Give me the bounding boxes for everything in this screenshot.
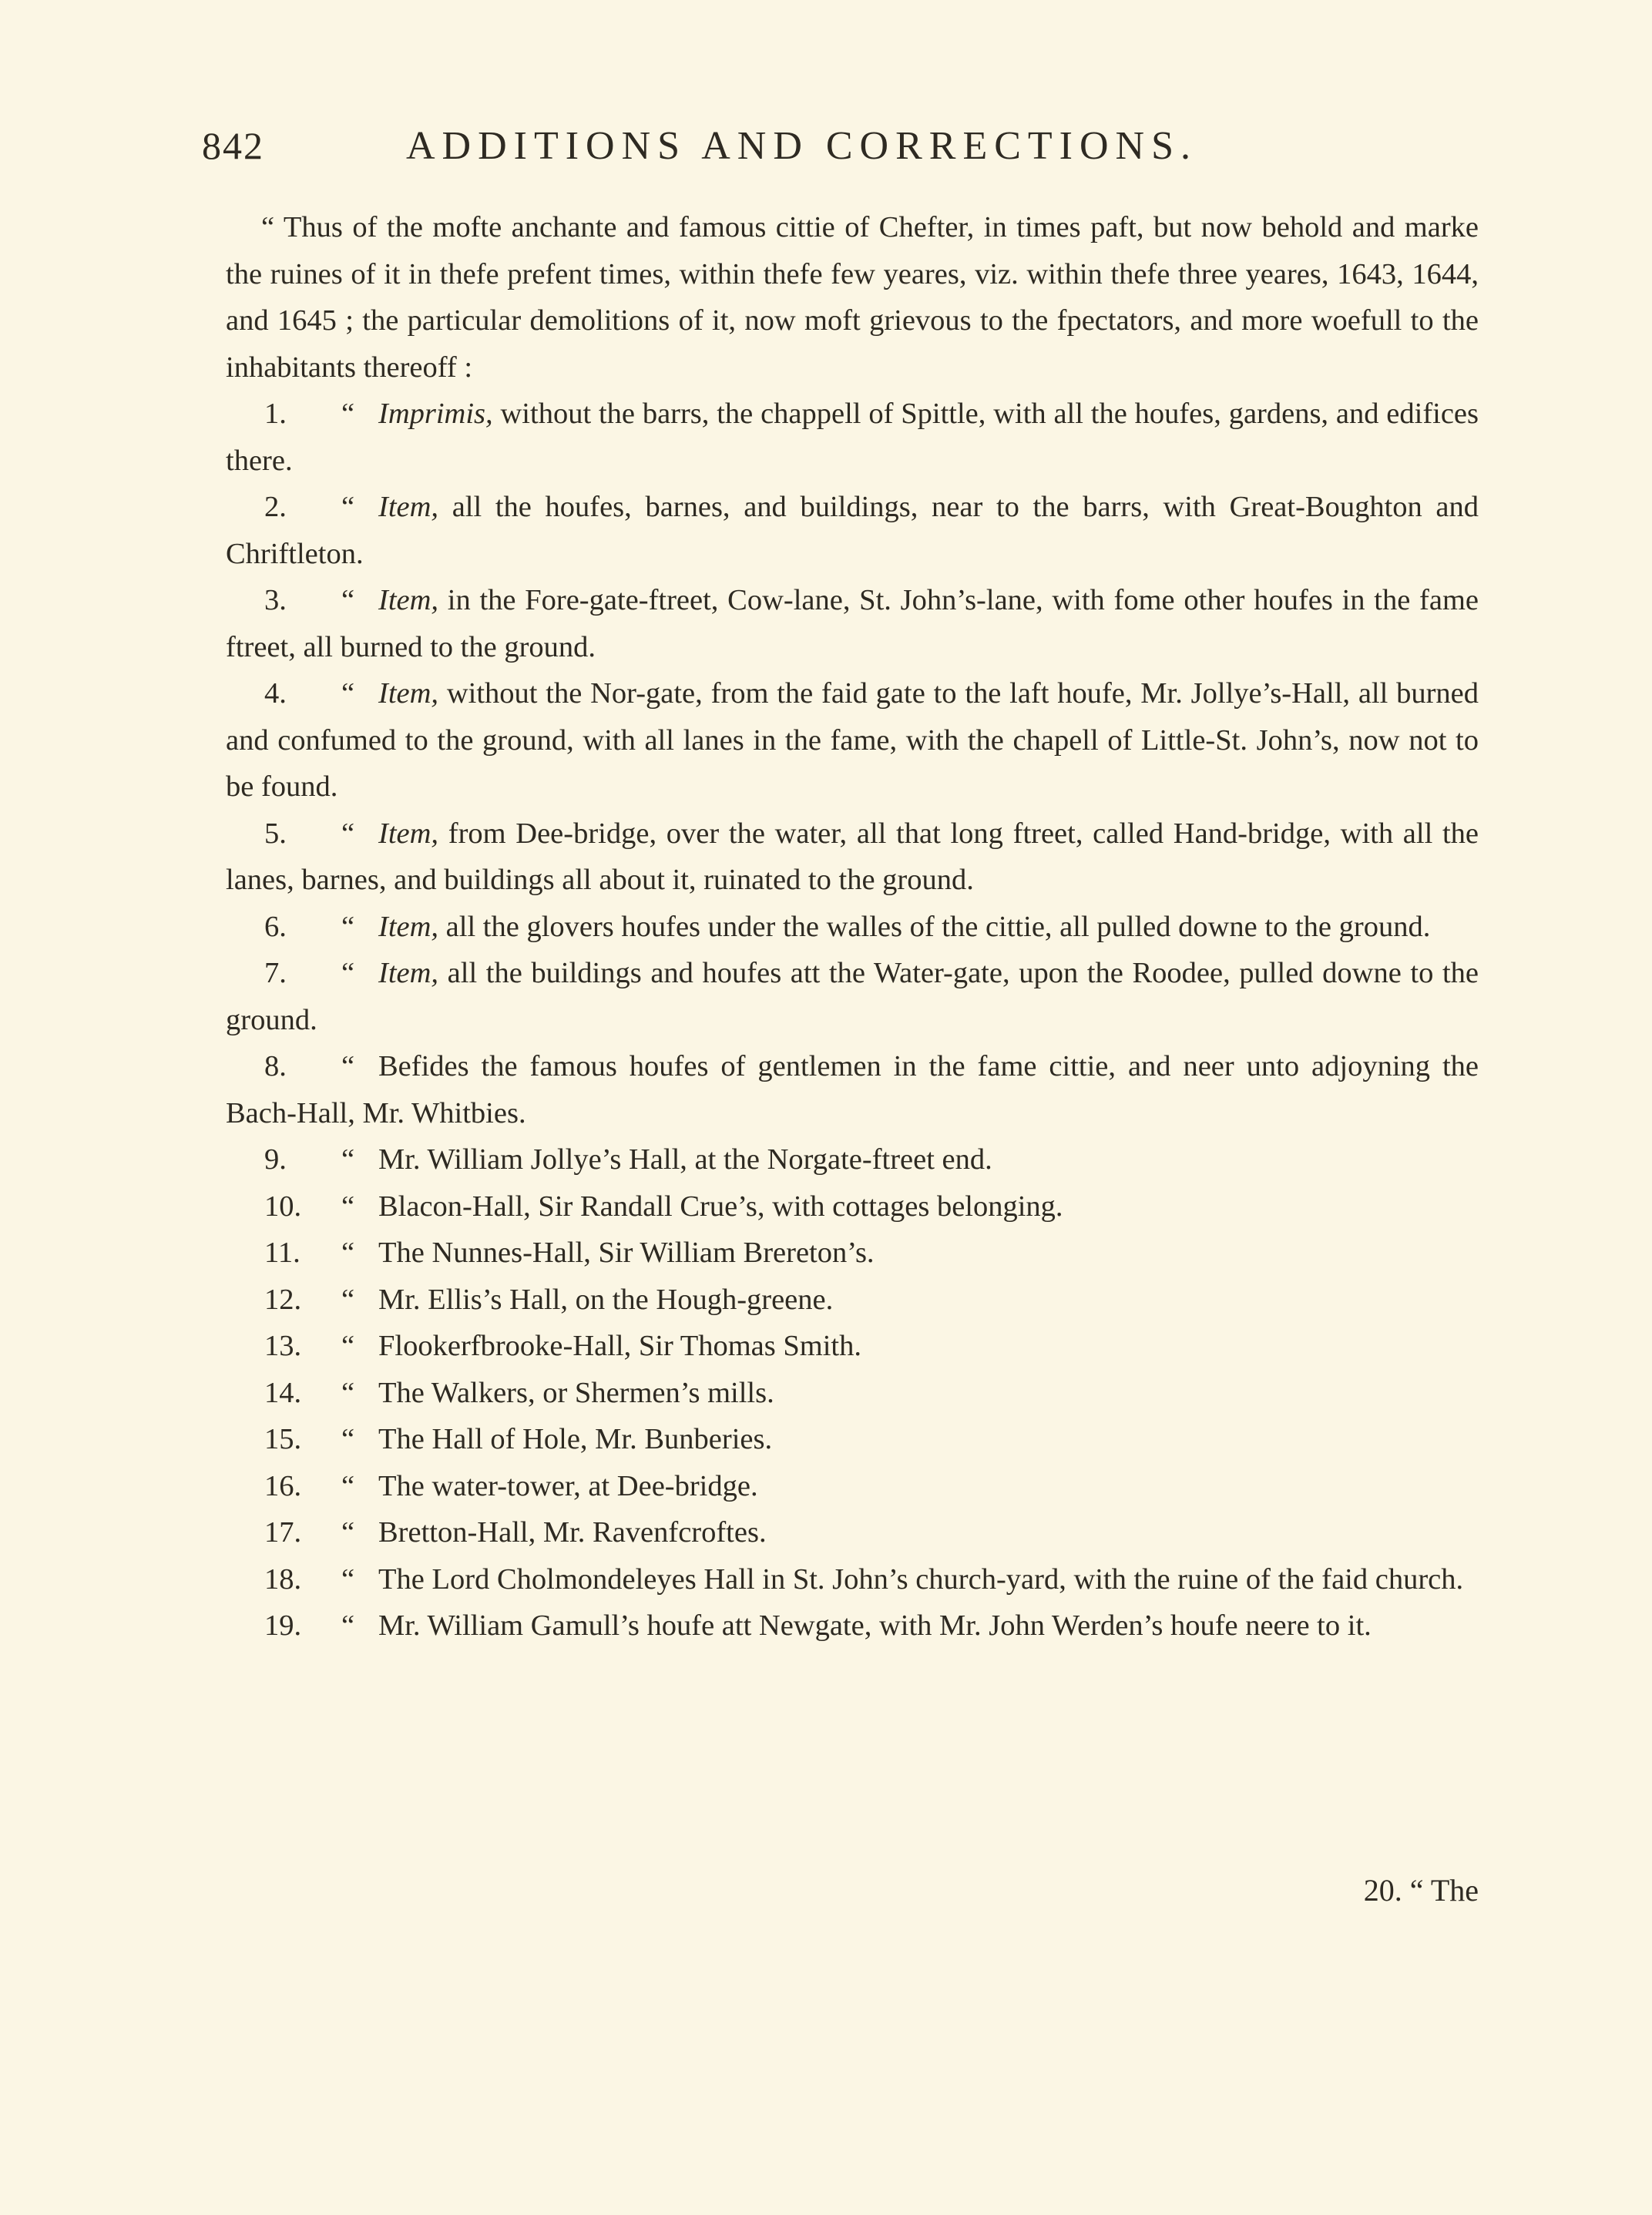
- opening-quote: “: [341, 910, 355, 943]
- item-lead: Item,: [378, 910, 439, 943]
- list-item: [226, 391, 1479, 484]
- item-lead: Item,: [378, 957, 439, 989]
- list-item: [226, 1603, 1479, 1650]
- list-item: [226, 1556, 1479, 1603]
- item-lead: Item,: [378, 584, 439, 616]
- running-header: [202, 123, 1496, 185]
- intro-paragraph: “ Thus of the mofte anchante and famous cittie of Chefter, in times paft, but now behold and marke the ruines of it in thefe prefent times, within thefe few yeares, viz. within thefe three yeares, 1643, 1644, and 1645 ; the particular demolitions of it, now moft grievous to the fpectators, and more woefull to the inhabitants thereoff :: [226, 211, 1479, 384]
- item-number: 12.: [264, 1283, 302, 1316]
- item-lead: Item,: [378, 491, 439, 523]
- opening-quote: “: [341, 677, 355, 710]
- demolition-list: [226, 391, 1479, 1650]
- item-number: 19.: [264, 1609, 302, 1642]
- list-item: [226, 1183, 1479, 1230]
- opening-quote: “: [341, 398, 355, 430]
- opening-quote: “: [341, 1050, 355, 1082]
- opening-quote: “: [341, 1609, 355, 1642]
- opening-quote: “: [341, 1562, 355, 1596]
- list-item: [226, 950, 1479, 1043]
- opening-quote: “: [341, 1190, 355, 1223]
- item-text: all the buildings and houfes att the Water-gate, upon the Roodee, pulled downe to the ground.: [226, 957, 1479, 1036]
- opening-quote: “: [341, 1376, 355, 1409]
- item-text: The water-tower, at Dee-bridge.: [378, 1469, 758, 1502]
- opening-quote: “: [341, 1423, 355, 1455]
- item-text: The Lord Cholmondeleyes Hall in St. John’s church-yard, with the ruine of the faid church.: [378, 1562, 1464, 1596]
- opening-quote: “: [341, 491, 355, 523]
- list-item: [226, 1136, 1479, 1183]
- opening-quote: “: [341, 1143, 355, 1176]
- list-item: [226, 1277, 1479, 1324]
- item-number: 8.: [264, 1050, 287, 1082]
- list-item: [226, 810, 1479, 904]
- item-text: The Hall of Hole, Mr. Bunberies.: [378, 1423, 773, 1455]
- list-item: [226, 904, 1479, 951]
- list-item: [226, 577, 1479, 670]
- list-item: [226, 670, 1479, 810]
- item-text: all the glovers houfes under the walles of the cittie, all pulled downe to the ground.: [445, 910, 1431, 943]
- item-number: 7.: [264, 957, 287, 989]
- item-number: 11.: [264, 1237, 301, 1269]
- item-lead: Item,: [378, 817, 439, 850]
- opening-quote: “: [341, 1330, 355, 1362]
- item-number: 17.: [264, 1516, 302, 1549]
- item-text: The Walkers, or Shermen’s mills.: [378, 1376, 774, 1409]
- item-number: 18.: [264, 1562, 302, 1596]
- opening-quote: “: [341, 584, 355, 616]
- item-number: 13.: [264, 1330, 302, 1362]
- item-text: Flookerfbrooke-Hall, Sir Thomas Smith.: [378, 1330, 861, 1362]
- list-item: [226, 1509, 1479, 1556]
- item-number: 14.: [264, 1376, 302, 1409]
- opening-quote: “: [341, 1237, 355, 1269]
- opening-quote: “: [341, 817, 355, 850]
- list-item: [226, 1416, 1479, 1463]
- item-lead: Imprimis,: [378, 398, 493, 430]
- item-number: 6.: [264, 910, 287, 943]
- list-item: [226, 1043, 1479, 1136]
- item-number: 10.: [264, 1190, 302, 1223]
- item-number: 2.: [264, 491, 287, 523]
- opening-quote: “: [341, 1283, 355, 1316]
- page-number: 842: [202, 124, 264, 167]
- item-text: without the Nor-gate, from the faid gate to the laft houfe, Mr. Jollye’s-Hall, all burned and confumed to the ground, with all lanes in the fame, with the chapell of Little-St. John’s, now not to be found.: [226, 677, 1479, 803]
- item-text: Mr. William Gamull’s houfe att Newgate, with Mr. John Werden’s houfe neere to it.: [378, 1609, 1372, 1642]
- list-item: [226, 1323, 1479, 1370]
- item-text: Mr. William Jollye’s Hall, at the Norgate-ftreet end.: [378, 1143, 992, 1176]
- item-number: 9.: [264, 1143, 287, 1176]
- list-item: [226, 1230, 1479, 1277]
- item-text: Bretton-Hall, Mr. Ravenfcroftes.: [378, 1516, 767, 1549]
- item-text: Mr. Ellis’s Hall, on the Hough-greene.: [378, 1283, 834, 1316]
- item-number: 15.: [264, 1423, 302, 1455]
- item-text: Befides the famous houfes of gentlemen in the fame cittie, and neer unto adjoyning the Bach-Hall, Mr. Whitbies.: [226, 1050, 1479, 1129]
- page-body: [226, 204, 1479, 1650]
- item-number: 16.: [264, 1469, 302, 1502]
- item-text: Blacon-Hall, Sir Randall Crue’s, with cottages belonging.: [378, 1190, 1063, 1223]
- opening-quote: “: [341, 1469, 355, 1502]
- item-number: 1.: [264, 398, 287, 430]
- opening-quote: “: [341, 957, 355, 989]
- item-text: from Dee-bridge, over the water, all that long ftreet, called Hand-bridge, with all the lanes, barnes, and buildings all about it, ruinated to the ground.: [226, 817, 1479, 896]
- item-number: 4.: [264, 677, 287, 710]
- item-text: in the Fore-gate-ftreet, Cow-lane, St. John’s-lane, with fome other houfes in the fame ftreet, all burned to the ground.: [226, 584, 1479, 663]
- item-text: without the barrs, the chappell of Spittle, with all the houfes, gardens, and edifices there.: [226, 398, 1479, 477]
- opening-quote: “: [341, 1516, 355, 1549]
- list-item: [226, 1463, 1479, 1510]
- item-number: 5.: [264, 817, 287, 850]
- catchword: 20. “ The: [1363, 1873, 1479, 1908]
- list-item: [226, 484, 1479, 577]
- list-item: [226, 1370, 1479, 1417]
- item-number: 3.: [264, 584, 287, 616]
- item-text: The Nunnes-Hall, Sir William Brereton’s.: [378, 1237, 875, 1269]
- item-text: all the houfes, barnes, and buildings, near to the barrs, with Great-Boughton and Chriftleton.: [226, 491, 1479, 570]
- item-lead: Item,: [378, 677, 439, 710]
- running-title: ADDITIONS AND CORRECTIONS.: [406, 124, 1198, 168]
